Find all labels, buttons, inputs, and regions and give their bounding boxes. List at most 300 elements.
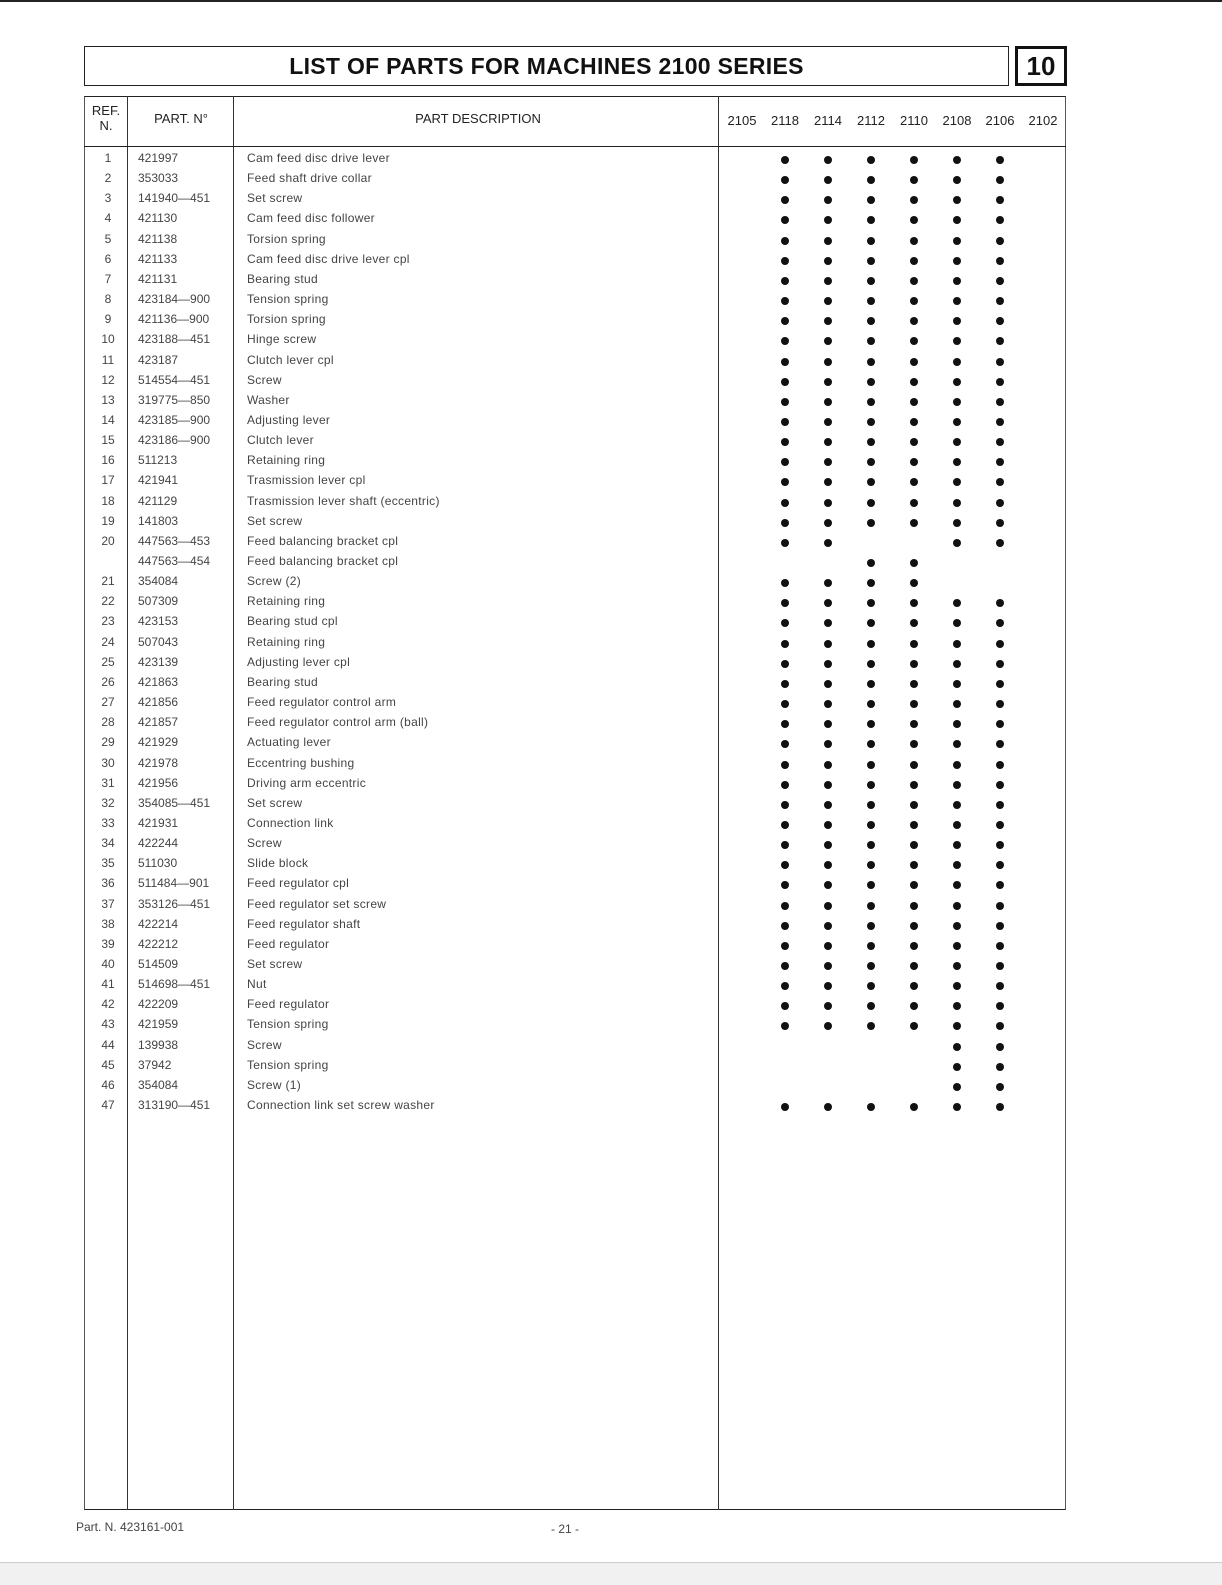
row-part-description: Cam feed disc drive lever cpl: [247, 251, 410, 266]
applicability-dot: [953, 781, 961, 789]
row-ref-number: 18: [101, 493, 115, 508]
applicability-dot: [867, 922, 875, 930]
row-ref-number: 43: [101, 1017, 115, 1032]
row-part-number: 421959: [138, 1017, 179, 1032]
applicability-dot: [824, 640, 832, 648]
row-part-number: 353126—451: [138, 896, 211, 911]
applicability-dot: [996, 640, 1004, 648]
row-part-description: Connection link set screw washer: [247, 1098, 435, 1113]
row-part-number: 422244: [138, 836, 179, 851]
row-ref-number: 19: [101, 513, 115, 528]
row-part-description: Feed shaft drive collar: [247, 171, 372, 186]
applicability-dot: [910, 237, 918, 245]
applicability-dot: [824, 821, 832, 829]
applicability-dot: [910, 358, 918, 366]
row-part-description: Feed balancing bracket cpl: [247, 533, 399, 548]
row-ref-number: 46: [101, 1077, 115, 1092]
row-part-number: 423139: [138, 654, 179, 669]
applicability-dot: [953, 942, 961, 950]
column-divider-desc: [718, 96, 719, 1510]
row-part-description: Screw: [247, 372, 282, 387]
applicability-dot: [996, 1103, 1004, 1111]
applicability-dot: [867, 821, 875, 829]
applicability-dot: [910, 680, 918, 688]
applicability-dot: [867, 519, 875, 527]
applicability-dot: [781, 358, 789, 366]
applicability-dot: [996, 156, 1004, 164]
applicability-dot: [910, 660, 918, 668]
applicability-dot: [781, 700, 789, 708]
applicability-dot: [953, 398, 961, 406]
applicability-dot: [824, 499, 832, 507]
row-part-number: 423187: [138, 352, 179, 367]
applicability-dot: [953, 1103, 961, 1111]
applicability-dot: [867, 499, 875, 507]
applicability-dot: [953, 539, 961, 547]
row-part-description: Retaining ring: [247, 594, 326, 609]
section-number-badge: 10: [1015, 46, 1067, 86]
footer-part-number: Part. N. 423161-001: [76, 1520, 185, 1534]
applicability-dot: [996, 922, 1004, 930]
row-part-description: Feed regulator control arm (ball): [247, 715, 429, 730]
machine-header: 2102: [1028, 113, 1058, 128]
row-part-description: Screw: [247, 1037, 282, 1052]
applicability-dot: [867, 781, 875, 789]
applicability-dot: [996, 1083, 1004, 1091]
row-ref-number: 27: [101, 695, 115, 710]
applicability-dot: [953, 922, 961, 930]
applicability-dot: [781, 640, 789, 648]
applicability-dot: [910, 297, 918, 305]
row-part-number: 514554—451: [138, 372, 211, 387]
applicability-dot: [781, 297, 789, 305]
applicability-dot: [824, 519, 832, 527]
row-part-number: 421856: [138, 695, 179, 710]
applicability-dot: [867, 680, 875, 688]
row-part-number: 421129: [138, 493, 178, 508]
applicability-dot: [996, 942, 1004, 950]
row-ref-number: 24: [101, 634, 115, 649]
row-part-description: Hinge screw: [247, 332, 317, 347]
bottom-band: [0, 1562, 1222, 1585]
row-part-description: Tension spring: [247, 1017, 329, 1032]
machine-header: 2108: [942, 113, 972, 128]
applicability-dot: [781, 761, 789, 769]
machine-header: 2114: [814, 113, 842, 128]
applicability-dot: [824, 962, 832, 970]
applicability-dot: [867, 1103, 875, 1111]
applicability-dot: [781, 962, 789, 970]
applicability-dot: [867, 277, 875, 285]
row-part-number: 421931: [138, 815, 179, 830]
applicability-dot: [910, 519, 918, 527]
applicability-dot: [996, 418, 1004, 426]
row-ref-number: 21: [101, 574, 115, 589]
applicability-dot: [867, 398, 875, 406]
row-ref-number: 39: [101, 936, 115, 951]
applicability-dot: [953, 378, 961, 386]
applicability-dot: [867, 902, 875, 910]
applicability-dot: [867, 660, 875, 668]
row-part-description: Bearing stud: [247, 271, 318, 286]
applicability-dot: [781, 801, 789, 809]
applicability-dot: [953, 277, 961, 285]
applicability-dot: [910, 902, 918, 910]
row-part-description: Actuating lever: [247, 735, 331, 750]
applicability-dot: [781, 398, 789, 406]
applicability-dot: [953, 962, 961, 970]
row-ref-number: 42: [101, 997, 115, 1012]
row-ref-number: 44: [101, 1037, 115, 1052]
applicability-dot: [824, 1103, 832, 1111]
applicability-dot: [953, 156, 961, 164]
applicability-dot: [996, 539, 1004, 547]
machine-header: 2118: [771, 113, 799, 128]
footer-page-number: - 21 -: [550, 1522, 579, 1536]
machine-model-headers: [722, 113, 1064, 129]
header-part-description: PART DESCRIPTION: [415, 111, 541, 126]
row-part-description: Feed regulator: [247, 936, 330, 951]
applicability-dot: [781, 1103, 789, 1111]
row-part-description: Clutch lever cpl: [247, 352, 334, 367]
row-ref-number: 28: [101, 715, 115, 730]
row-part-description: Screw (2): [247, 574, 302, 589]
machine-header: 2110: [900, 113, 928, 128]
applicability-dot: [953, 237, 961, 245]
row-ref-number: 3: [104, 191, 112, 206]
applicability-dot: [996, 801, 1004, 809]
row-ref-number: 7: [104, 271, 112, 286]
row-ref-number: 8: [104, 292, 112, 307]
applicability-dot: [953, 660, 961, 668]
applicability-dot: [824, 922, 832, 930]
row-ref-number: 22: [101, 594, 115, 609]
row-part-number: 421138: [138, 231, 178, 246]
applicability-dot: [867, 942, 875, 950]
row-ref-number: 30: [101, 755, 115, 770]
row-part-number: 37942: [138, 1057, 172, 1072]
applicability-dot: [953, 1083, 961, 1091]
row-ref-number: 17: [101, 473, 115, 488]
applicability-dot: [824, 700, 832, 708]
row-ref-number: 31: [101, 775, 115, 790]
applicability-dot: [781, 519, 789, 527]
top-border-line: [0, 0, 1222, 2]
row-part-number: 353033: [138, 171, 179, 186]
applicability-dot: [867, 156, 875, 164]
row-part-description: Feed regulator control arm: [247, 695, 397, 710]
row-part-number: 447563—453: [138, 533, 211, 548]
row-ref-number: 34: [101, 836, 115, 851]
row-ref-number: 1: [104, 151, 112, 165]
applicability-dot: [953, 700, 961, 708]
row-part-number: 421997: [138, 151, 179, 165]
row-ref-number: 10: [101, 332, 115, 347]
row-part-description: Trasmission lever shaft (eccentric): [247, 493, 440, 508]
applicability-dot: [953, 358, 961, 366]
row-part-description: Adjusting lever: [247, 412, 331, 427]
row-part-description: Bearing stud cpl: [247, 614, 338, 629]
row-part-description: Trasmission lever cpl: [247, 473, 366, 488]
applicability-dot: [910, 700, 918, 708]
applicability-dot: [910, 378, 918, 386]
row-part-number: 319775—850: [138, 392, 211, 407]
row-part-number: 422209: [138, 997, 179, 1012]
applicability-dot: [910, 257, 918, 265]
row-part-description: Cam feed disc drive lever: [247, 151, 390, 165]
applicability-dot: [824, 156, 832, 164]
row-part-number: 354084: [138, 1077, 179, 1092]
row-part-number: 514509: [138, 957, 179, 971]
header-ref: [86, 103, 126, 133]
row-part-description: Feed regulator cpl: [247, 876, 350, 891]
applicability-dot: [996, 398, 1004, 406]
applicability-dot: [953, 821, 961, 829]
applicability-dot: [867, 962, 875, 970]
applicability-dot: [781, 821, 789, 829]
row-ref-number: 40: [101, 957, 115, 971]
applicability-dot: [910, 922, 918, 930]
applicability-dot: [910, 942, 918, 950]
row-ref-number: 45: [101, 1057, 115, 1072]
applicability-dot: [953, 1043, 961, 1051]
row-part-description: Set screw: [247, 513, 303, 528]
row-ref-number: 23: [101, 614, 115, 629]
applicability-dot: [781, 418, 789, 426]
applicability-dot: [910, 418, 918, 426]
row-part-number: 421956: [138, 775, 179, 790]
applicability-dot: [867, 761, 875, 769]
row-part-description: Tension spring: [247, 1057, 329, 1072]
row-ref-number: 35: [101, 856, 115, 871]
row-part-number: 511484—901: [138, 876, 210, 891]
applicability-dot: [824, 660, 832, 668]
row-part-description: Adjusting lever cpl: [247, 654, 351, 669]
row-part-description: Washer: [247, 392, 290, 407]
applicability-dot: [953, 761, 961, 769]
row-ref-number: 41: [101, 977, 115, 992]
applicability-dot: [781, 922, 789, 930]
applicability-dot: [781, 902, 789, 910]
row-part-description: Retaining ring: [247, 453, 326, 468]
row-ref-number: 25: [101, 654, 115, 669]
applicability-dot: [781, 660, 789, 668]
row-part-number: 447563—454: [138, 554, 211, 568]
row-part-number: 423184—900: [138, 292, 211, 307]
applicability-dot: [910, 962, 918, 970]
row-part-number: 421133: [138, 251, 178, 266]
row-ref-number: 32: [101, 795, 115, 810]
row-ref-number: 47: [101, 1098, 115, 1113]
applicability-dot: [910, 559, 918, 567]
applicability-dot: [867, 378, 875, 386]
row-part-description: Slide block: [247, 856, 309, 871]
applicability-dot: [910, 821, 918, 829]
row-part-description: Retaining ring: [247, 634, 326, 649]
row-part-description: Torsion spring: [247, 231, 326, 246]
applicability-dot: [996, 700, 1004, 708]
row-part-number: 421131: [138, 271, 178, 286]
row-part-number: 354085—451: [138, 795, 211, 810]
row-part-number: 421941: [138, 473, 179, 488]
applicability-dot: [996, 1063, 1004, 1071]
row-part-number: 514698—451: [138, 977, 211, 992]
row-part-description: Tension spring: [247, 292, 329, 307]
row-part-number: 507309: [138, 594, 179, 609]
row-part-description: Connection link: [247, 815, 334, 830]
applicability-dot: [996, 902, 1004, 910]
applicability-dot: [953, 297, 961, 305]
row-ref-number: 14: [101, 412, 115, 427]
row-part-description: Driving arm eccentric: [247, 775, 366, 790]
machine-header: 2106: [985, 113, 1015, 128]
applicability-dot: [781, 237, 789, 245]
applicability-dot: [867, 237, 875, 245]
row-part-description: Set screw: [247, 795, 303, 810]
header-ref-line2: N.: [99, 118, 113, 133]
row-part-description: Feed regulator set screw: [247, 896, 387, 911]
row-part-number: 421978: [138, 755, 179, 770]
row-ref-number: 4: [104, 211, 112, 226]
applicability-dot: [824, 942, 832, 950]
applicability-dot: [910, 801, 918, 809]
applicability-dot: [953, 1063, 961, 1071]
applicability-dot: [910, 761, 918, 769]
row-ref-number: 37: [101, 896, 115, 911]
row-part-description: Feed regulator: [247, 997, 330, 1012]
applicability-dot: [824, 358, 832, 366]
applicability-dot: [910, 1103, 918, 1111]
applicability-dot: [953, 680, 961, 688]
title-box: [84, 46, 1009, 86]
applicability-dot: [953, 519, 961, 527]
applicability-dot: [781, 539, 789, 547]
row-ref-number: 13: [101, 392, 115, 407]
row-part-number: 354084: [138, 574, 179, 589]
applicability-dot: [953, 257, 961, 265]
row-part-number: 423186—900: [138, 433, 211, 448]
header-part-number: PART. N°: [154, 111, 208, 126]
applicability-dot: [824, 902, 832, 910]
applicability-dot: [996, 761, 1004, 769]
applicability-dot: [996, 519, 1004, 527]
applicability-dot: [781, 257, 789, 265]
applicability-dot: [824, 418, 832, 426]
row-part-description: Set screw: [247, 191, 303, 206]
row-ref-number: 15: [101, 433, 115, 448]
row-part-description: Set screw: [247, 957, 303, 971]
applicability-dot: [824, 761, 832, 769]
applicability-dot: [996, 821, 1004, 829]
row-part-description: Torsion spring: [247, 312, 326, 327]
applicability-dot: [910, 398, 918, 406]
applicability-dot: [867, 801, 875, 809]
applicability-dot: [996, 781, 1004, 789]
row-part-number: 139938: [138, 1037, 179, 1052]
row-ref-number: 38: [101, 916, 115, 931]
applicability-dot: [910, 156, 918, 164]
applicability-dot: [824, 297, 832, 305]
row-ref-number: 26: [101, 674, 115, 689]
row-part-description: Screw: [247, 836, 282, 851]
row-part-number: 423185—900: [138, 412, 211, 427]
applicability-dot: [867, 257, 875, 265]
applicability-dot: [867, 358, 875, 366]
page-title: LIST OF PARTS FOR MACHINES 2100 SERIES: [289, 52, 804, 79]
row-ref-number: 2: [104, 171, 112, 186]
applicability-dot: [996, 297, 1004, 305]
applicability-dot: [824, 237, 832, 245]
applicability-dot: [996, 378, 1004, 386]
row-part-number: 421857: [138, 715, 179, 730]
row-ref-number: 5: [104, 231, 112, 246]
row-part-number: 313190—451: [138, 1098, 211, 1113]
applicability-dot: [781, 942, 789, 950]
applicability-dot: [781, 781, 789, 789]
applicability-dot: [953, 801, 961, 809]
row-part-number: 421136—900: [138, 312, 210, 327]
machine-header: 2105: [727, 113, 757, 128]
row-ref-number: 11: [101, 352, 115, 367]
applicability-dot: [867, 297, 875, 305]
row-ref-number: 20: [101, 533, 115, 548]
machine-header: 2112: [857, 113, 885, 128]
row-part-description: Eccentring bushing: [247, 755, 355, 770]
row-part-number: 141803: [138, 513, 179, 528]
applicability-dot: [996, 277, 1004, 285]
applicability-dot: [824, 257, 832, 265]
row-part-description: Feed regulator shaft: [247, 916, 361, 931]
row-ref-number: 16: [101, 453, 115, 468]
row-part-number: 421863: [138, 674, 179, 689]
applicability-dot: [953, 902, 961, 910]
applicability-dot: [996, 1043, 1004, 1051]
applicability-dot: [996, 660, 1004, 668]
applicability-dot: [910, 640, 918, 648]
applicability-dot: [824, 801, 832, 809]
applicability-dot: [867, 559, 875, 567]
row-ref-number: 6: [104, 251, 112, 266]
applicability-dot: [867, 700, 875, 708]
applicability-dot: [824, 781, 832, 789]
applicability-dot: [996, 358, 1004, 366]
applicability-dot: [867, 418, 875, 426]
applicability-dot: [824, 539, 832, 547]
row-ref-number: 33: [101, 815, 115, 830]
row-part-number: 421929: [138, 735, 179, 750]
applicability-dot: [867, 640, 875, 648]
header-ref-line1: REF.: [91, 103, 121, 118]
applicability-dot: [824, 277, 832, 285]
row-part-number: 423188—451: [138, 332, 211, 347]
applicability-dot: [824, 680, 832, 688]
applicability-dot: [824, 398, 832, 406]
applicability-dot: [910, 781, 918, 789]
row-part-number: 511030: [138, 856, 178, 871]
row-part-number: 507043: [138, 634, 179, 649]
applicability-dot: [781, 378, 789, 386]
row-part-number: 422212: [138, 936, 179, 951]
row-part-description: Screw (1): [247, 1077, 302, 1092]
applicability-dot: [910, 277, 918, 285]
row-part-number: 423153: [138, 614, 179, 629]
applicability-dot: [781, 156, 789, 164]
applicability-dot: [910, 499, 918, 507]
applicability-dot: [996, 257, 1004, 265]
row-part-number: 141940—451: [138, 191, 211, 206]
row-part-number: 421130: [138, 211, 178, 226]
row-part-description: Feed balancing bracket cpl: [247, 554, 399, 568]
